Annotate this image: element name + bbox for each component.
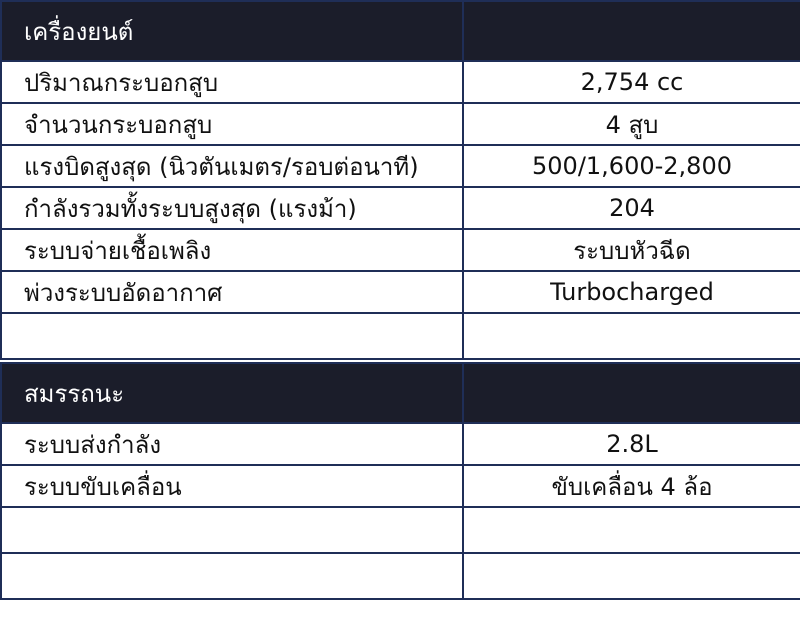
table-row: [1, 61, 800, 103]
row-label: ปริมาณกระบอกสูบ: [1, 61, 463, 103]
table-row: [1, 229, 800, 271]
table-row: [1, 465, 800, 507]
table-row: [1, 423, 800, 465]
table-row: [1, 145, 800, 187]
row-value: [463, 507, 800, 553]
section-header-blank: [463, 1, 800, 61]
row-label: [1, 313, 463, 359]
table-row: [1, 187, 800, 229]
row-value: [463, 553, 800, 599]
row-value: Turbocharged: [463, 271, 800, 313]
section-title: สมรรถนะ: [1, 363, 463, 423]
row-value: 204: [463, 187, 800, 229]
row-label: ระบบส่งกำลัง: [1, 423, 463, 465]
row-value: [463, 313, 800, 359]
row-label: ระบบจ่ายเชื้อเพลิง: [1, 229, 463, 271]
row-value: ขับเคลื่อน 4 ล้อ: [463, 465, 800, 507]
table-row-empty: [1, 553, 800, 599]
section-header-performance: [1, 363, 800, 423]
section-title: เครื่องยนต์: [1, 1, 463, 61]
row-label: จำนวนกระบอกสูบ: [1, 103, 463, 145]
table-row: [1, 271, 800, 313]
section-header-blank: [463, 363, 800, 423]
row-value: ระบบหัวฉีด: [463, 229, 800, 271]
section-header-engine: [1, 1, 800, 61]
row-value: 2.8L: [463, 423, 800, 465]
table-row-empty: [1, 313, 800, 359]
row-value: 2,754 cc: [463, 61, 800, 103]
row-value: 4 สูบ: [463, 103, 800, 145]
row-label: พ่วงระบบอัดอากาศ: [1, 271, 463, 313]
table-row-empty: [1, 507, 800, 553]
row-label: กำลังรวมทั้งระบบสูงสุด (แรงม้า): [1, 187, 463, 229]
row-value: 500/1,600-2,800: [463, 145, 800, 187]
row-label: [1, 507, 463, 553]
row-label: ระบบขับเคลื่อน: [1, 465, 463, 507]
row-label: แรงบิดสูงสุด (นิวตันเมตร/รอบต่อนาที): [1, 145, 463, 187]
row-label: [1, 553, 463, 599]
table-row: [1, 103, 800, 145]
